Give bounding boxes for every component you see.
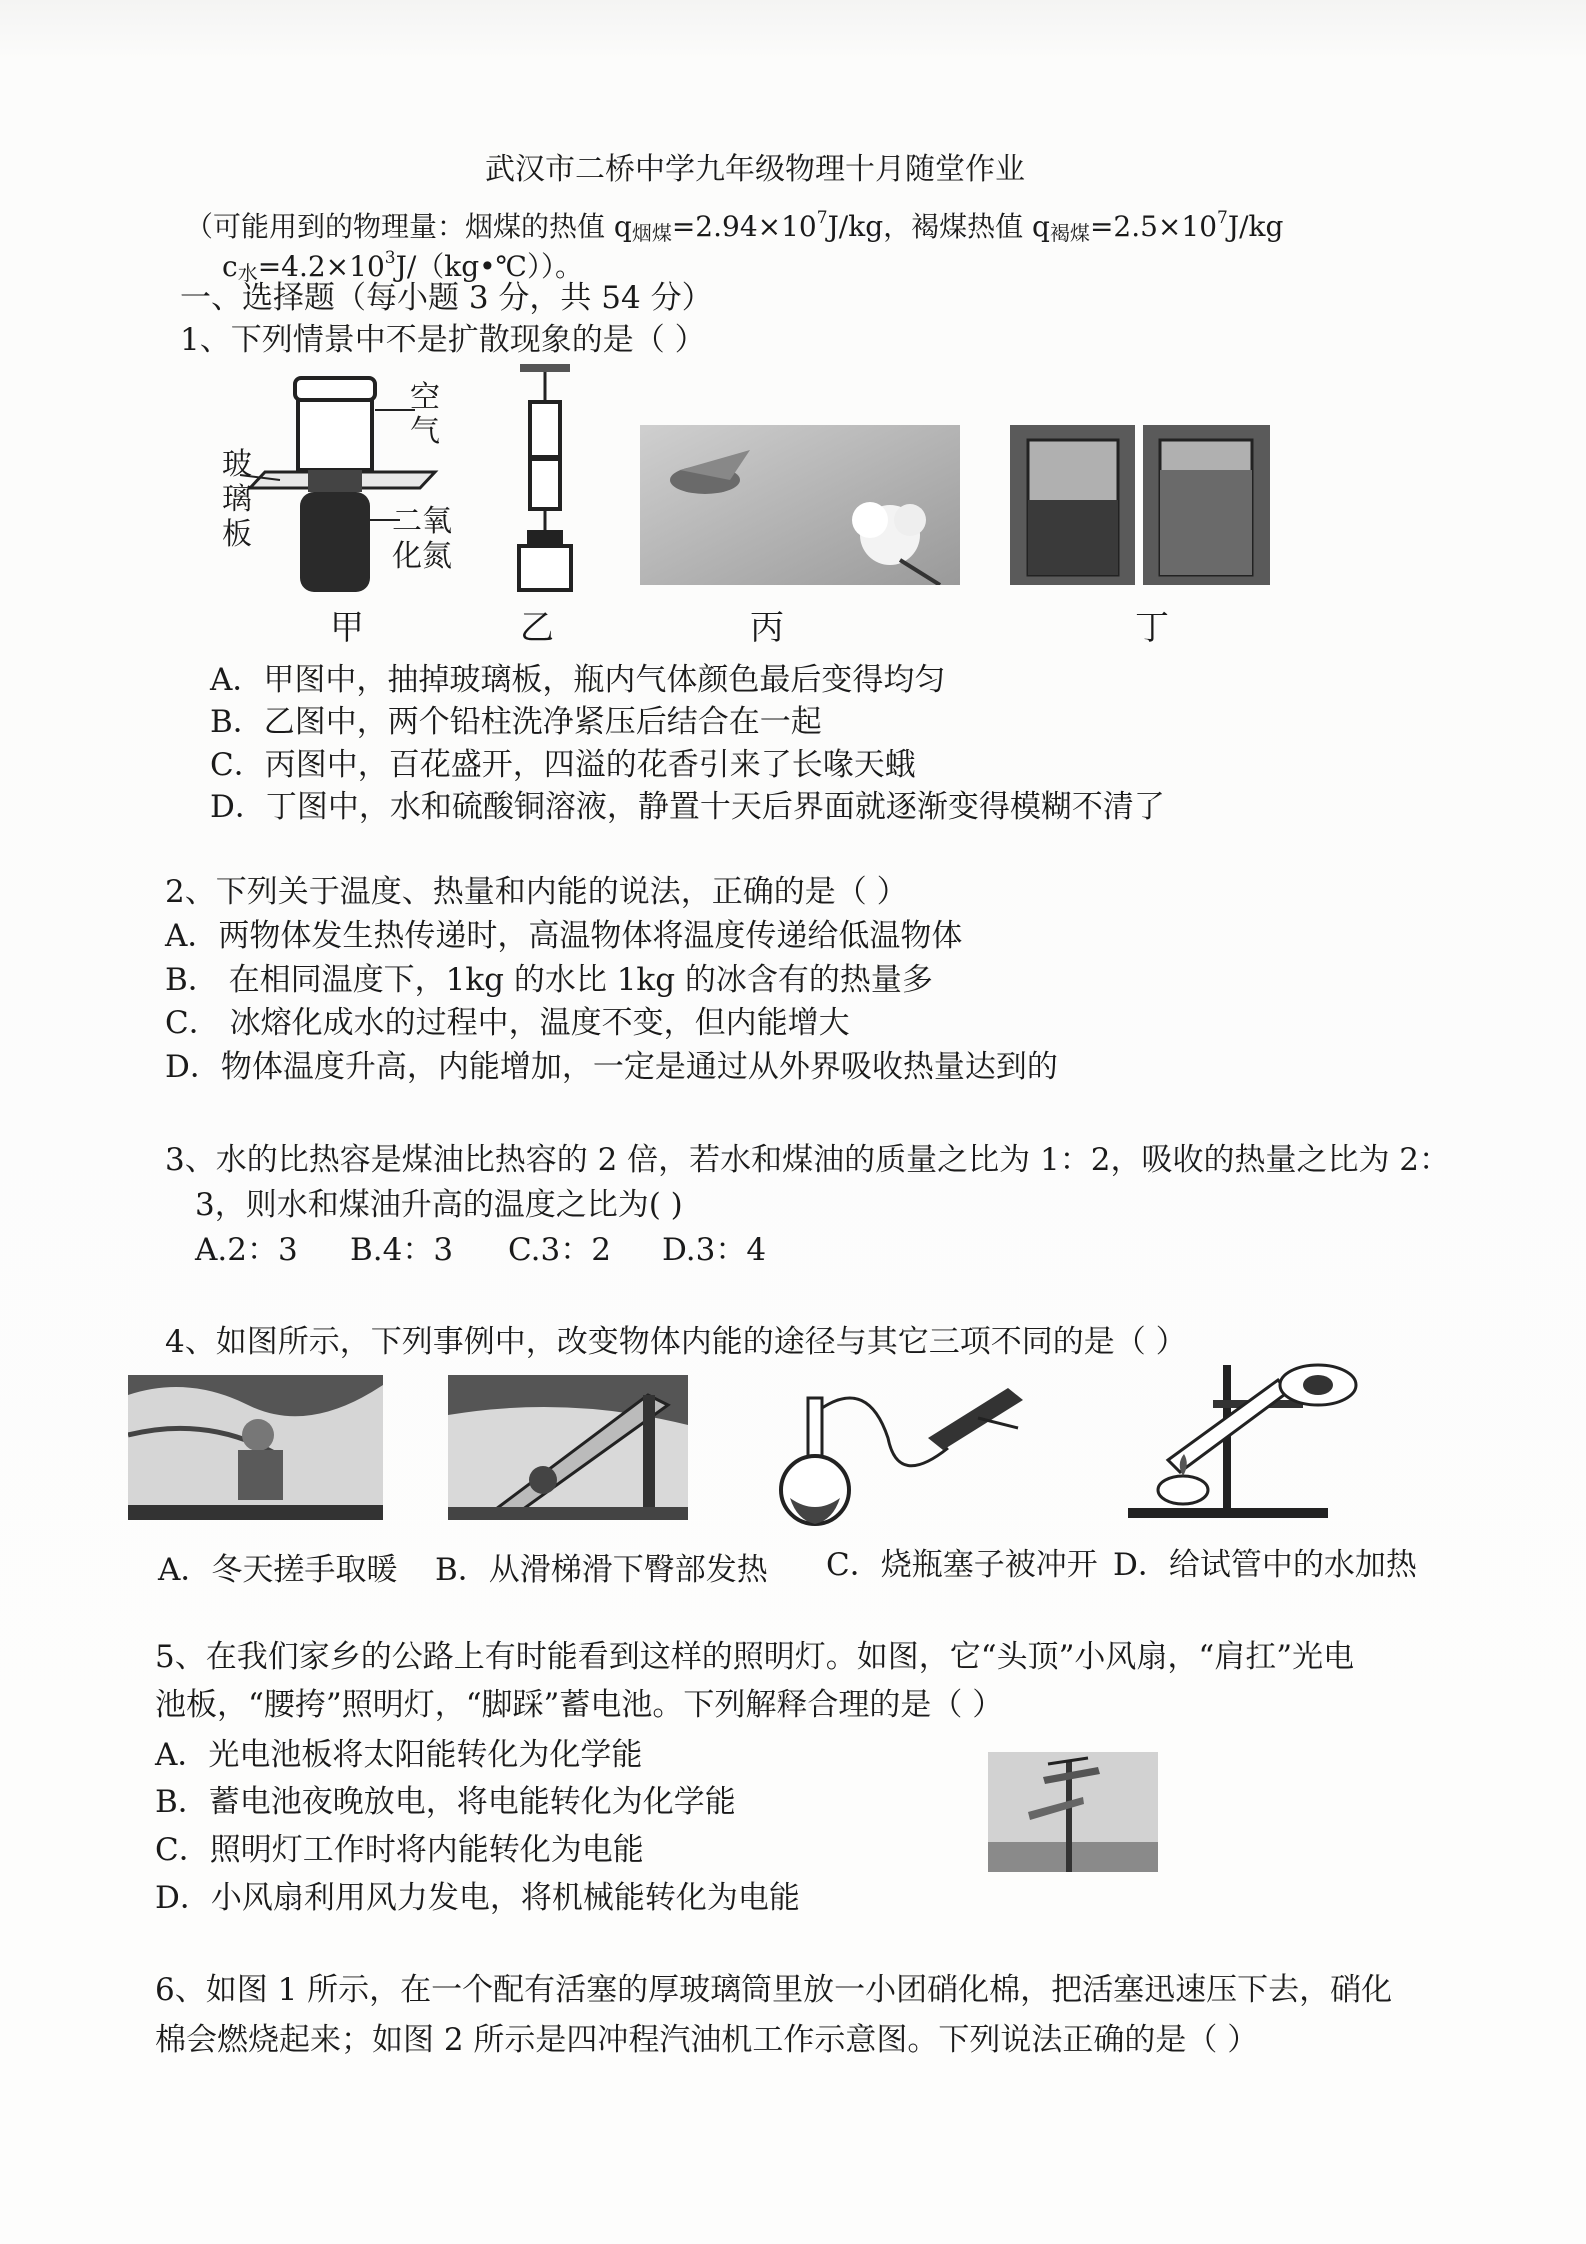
section-heading: 一、选择题（每小题 3 分，共 54 分） [180, 280, 713, 316]
fig-label-jia: 甲 [330, 608, 364, 648]
q6-stem-line2: 棉会燃烧起来；如图 2 所示是四冲程汽油机工作示意图。下列说法正确的是（ ） [155, 2022, 1259, 2058]
q5-option-a: A．光电池板将太阳能转化为化学能 [155, 1737, 643, 1773]
figure-flask-stopper [778, 1378, 1028, 1528]
q1-option-a: A．甲图中，抽掉玻璃板，瓶内气体颜色最后变得均匀 [210, 662, 946, 698]
figure-rubbing-hands [128, 1375, 383, 1520]
figure-slide [448, 1375, 688, 1520]
q5-option-c: C．照明灯工作时将内能转化为电能 [155, 1832, 644, 1868]
q3-stem-line1: 3、水的比热容是煤油比热容的 2 倍，若水和煤油的质量之比为 1：2，吸收的热量之比为 2： [165, 1142, 1451, 1178]
q5-option-d: D．小风扇利用风力发电，将机械能转化为电能 [155, 1880, 800, 1916]
figure-lead-cylinders [505, 362, 585, 597]
fig-label-bing: 丙 [750, 608, 784, 648]
q5-stem-line1: 5、在我们家乡的公路上有时能看到这样的照明灯。如图，它“头顶”小风扇，“肩扛”光电 [155, 1639, 1355, 1675]
constants-line-2: $c_水=4.2\times 10^3J/(kg•℃)$）。 [222, 248, 583, 285]
q3-stem-line2: 3，则水和煤油升高的温度之比为( ) [195, 1187, 683, 1223]
q1-option-d: D．丁图中，水和硫酸铜溶液，静置十天后界面就逐渐变得模糊不清了 [210, 789, 1165, 825]
q2-option-c: C． 冰熔化成水的过程中，温度不变，但内能增大 [165, 1005, 850, 1041]
q3-option-b: B.4：3 [350, 1232, 454, 1268]
q4-option-d: D．给试管中的水加热 [1113, 1547, 1417, 1583]
q5-option-b: B．蓄电池夜晚放电，将电能转化为化学能 [155, 1784, 736, 1820]
q1-option-b: B．乙图中，两个铅柱洗净紧压后结合在一起 [210, 704, 822, 740]
q4-option-a: A．冬天搓手取暖 [158, 1552, 398, 1588]
fig-jia-glass-3: 板 [222, 517, 252, 552]
q1-option-c: C．丙图中，百花盛开，四溢的花香引来了长喙天蛾 [210, 747, 916, 783]
figure-beakers [1010, 425, 1270, 585]
q6-stem-line1: 6、如图 1 所示，在一个配有活塞的厚玻璃筒里放一小团硝化棉，把活塞迅速压下去，硝化 [155, 1972, 1393, 2008]
q5-stem-line2: 池板，“腰挎”照明灯，“脚踩”蓄电池。下列解释合理的是（ ） [155, 1687, 1004, 1723]
fig-jia-no2-1: 二氧 [392, 504, 452, 539]
q4-stem: 4、如图所示，下列事例中，改变物体内能的途径与其它三项不同的是（ ） [165, 1324, 1187, 1360]
constants-line-1: （可能用到的物理量：烟煤的热值 $q_{烟煤}=2.94\times 10^7J/kg$，褐煤热值 $q_{褐煤}=2.5\times 10^7J/kg$ [185, 208, 1284, 245]
fig-label-yi: 乙 [520, 608, 554, 648]
fig-jia-no2-2: 化氮 [392, 539, 452, 574]
q2-option-d: D．物体温度升高，内能增加，一定是通过从外界吸收热量达到的 [165, 1049, 1058, 1085]
q4-option-c: C．烧瓶塞子被冲开 [826, 1547, 1098, 1583]
figure-test-tube-heating [1128, 1360, 1368, 1520]
q2-option-b: B． 在相同温度下，1kg 的水比 1kg 的冰含有的热量多 [165, 962, 933, 998]
q2-stem: 2、下列关于温度、热量和内能的说法，正确的是（ ） [165, 874, 908, 910]
fig-jia-air-1: 空 [410, 380, 440, 415]
q3-option-d: D.3：4 [662, 1232, 767, 1268]
page-title: 武汉市二桥中学九年级物理十月随堂作业 [485, 152, 1025, 187]
figure-street-lamp [988, 1752, 1158, 1872]
fig-jia-glass-2: 璃 [222, 482, 252, 517]
q3-option-c: C.3：2 [508, 1232, 611, 1268]
fig-label-ding: 丁 [1135, 608, 1169, 648]
fig-jia-air-2: 气 [410, 414, 440, 449]
fig-jia-glass-1: 玻 [222, 447, 252, 482]
figure-moth-flowers [640, 425, 960, 585]
q2-option-a: A．两物体发生热传递时，高温物体将温度传递给低温物体 [165, 918, 963, 954]
q4-option-b: B．从滑梯滑下臀部发热 [435, 1552, 768, 1588]
q3-option-a: A.2：3 [195, 1232, 298, 1268]
q1-stem: 1、下列情景中不是扩散现象的是（ ） [180, 322, 706, 358]
